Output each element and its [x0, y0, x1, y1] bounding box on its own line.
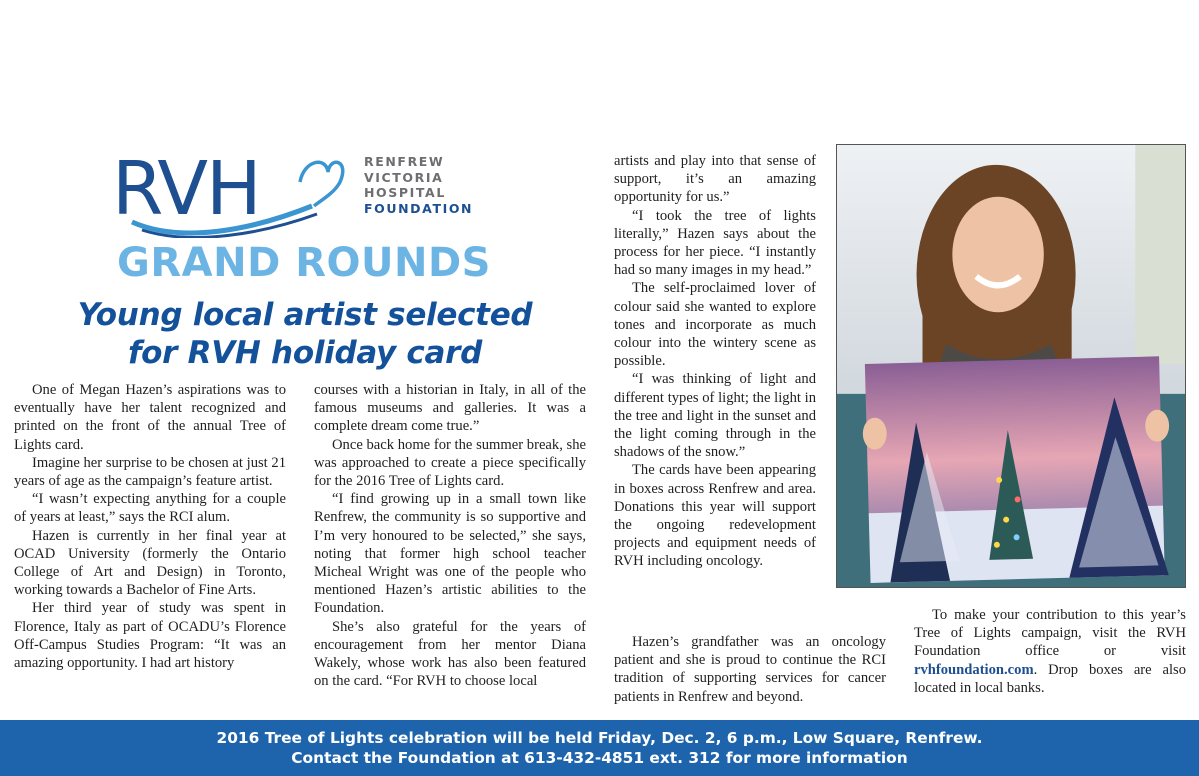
- donation-text-after: . Drop boxes are also located in local banks.: [914, 661, 1186, 696]
- logo-name-line: HOSPITAL: [364, 185, 446, 200]
- logo-name-line: FOUNDATION: [364, 200, 474, 216]
- headline-line: Young local artist selected: [77, 297, 533, 333]
- paragraph: “I wasn’t expecting anything for a couple of years at least,” says the RCI alum.: [14, 491, 286, 526]
- paragraph: “I took the tree of lights literally,” Hazen says about the process for her piece. “I instantly had so many images in my head.”: [614, 207, 816, 279]
- paragraph: Imagine her surprise to be chosen at just 21 years of age as the campaign’s feature artist.: [14, 454, 286, 490]
- footer-event-line: 2016 Tree of Lights celebration will be held Friday, Dec. 2, 6 p.m., Low Square, Renfrew.: [216, 729, 983, 747]
- donation-paragraph: [914, 606, 1186, 697]
- headline-line: for RVH holiday card: [127, 335, 482, 371]
- article-headline: [40, 296, 570, 372]
- footer-banner: [0, 720, 1199, 776]
- paragraph: Once back home for the summer break, she was approached to create a piece specifically for the 2016 Tree of Lights card.: [314, 436, 586, 490]
- donation-text-before: To make your contribution to this year’s Tree of Lights campaign, visit the RVH Foundation office or visit: [914, 607, 1186, 660]
- artist-photo: [836, 144, 1186, 588]
- paragraph: Her third year of study was spent in Florence, Italy as part of OCADU’s Florence Off-Campus Studies Program: “It was an amazing opportunity. I had art history: [14, 600, 286, 672]
- logo-name: [364, 154, 473, 216]
- logo-mark-text: RVH: [112, 148, 260, 232]
- paragraph: “I find growing up in a small town like Renfrew, the community is so supportive and I’m very honoured to be selected,” she says, noting that former high school teacher Micheal Wright was one of the people who mentioned Hazen’s artistic abilities to the Foundation.: [314, 491, 586, 617]
- footer-contact-line: Contact the Foundation at 613-432-4851 ext. 312 for more information: [291, 749, 908, 767]
- logo-name-line: VICTORIA: [364, 169, 444, 185]
- paragraph: The self-proclaimed lover of colour said she wanted to explore tones and incorporate as much colour into the wintery scene as possible.: [614, 280, 816, 370]
- paragraph: artists and play into that sense of support, it’s an amazing opportunity for us.”: [614, 153, 816, 206]
- foundation-website-link[interactable]: rvhfoundation.com: [914, 661, 1034, 678]
- logo-name-line: RENFREW: [364, 154, 445, 169]
- section-title: GRAND ROUNDS: [117, 240, 491, 286]
- article-column-3-bottom: [614, 633, 886, 706]
- paragraph: “I was thinking of light and different types of light; the light in the tree and light in the sunset and the light coming through in the shadows of the snow.”: [614, 371, 816, 461]
- rvh-logo-mark-icon: [112, 148, 352, 238]
- paragraph: She’s also grateful for the years of encouragement from her mentor Diana Wakely, whose work has also been featured on the card. “For RVH to choose local: [314, 618, 586, 690]
- artist-with-painting-image: [837, 145, 1185, 587]
- article-column-3: [614, 152, 816, 571]
- paragraph: Hazen’s grandfather was an oncology patient and she is proud to continue the RCI tradition of supporting services for cancer patients in Renfrew and beyond.: [614, 634, 886, 705]
- paragraph: The cards have been appearing in boxes across Renfrew and area. Donations this year will support the ongoing redevelopment projects and equipment needs of RVH including oncology.: [614, 462, 816, 570]
- article-column-1: [14, 381, 286, 672]
- paragraph: courses with a historian in Italy, in all of the famous museums and galleries. It was a complete dream come true.”: [314, 382, 586, 435]
- article-column-2: [314, 381, 586, 690]
- rvh-foundation-logo: [112, 148, 472, 238]
- donation-info: [914, 606, 1186, 697]
- paragraph: One of Megan Hazen’s aspirations was to eventually have her talent recognized and printed on the front of the annual Tree of Lights card.: [14, 382, 286, 453]
- paragraph: Hazen is currently in her final year at OCAD University (formerly the Ontario College of Art and Design) in Toronto, working towards a Bachelor of Fine Arts.: [14, 527, 286, 599]
